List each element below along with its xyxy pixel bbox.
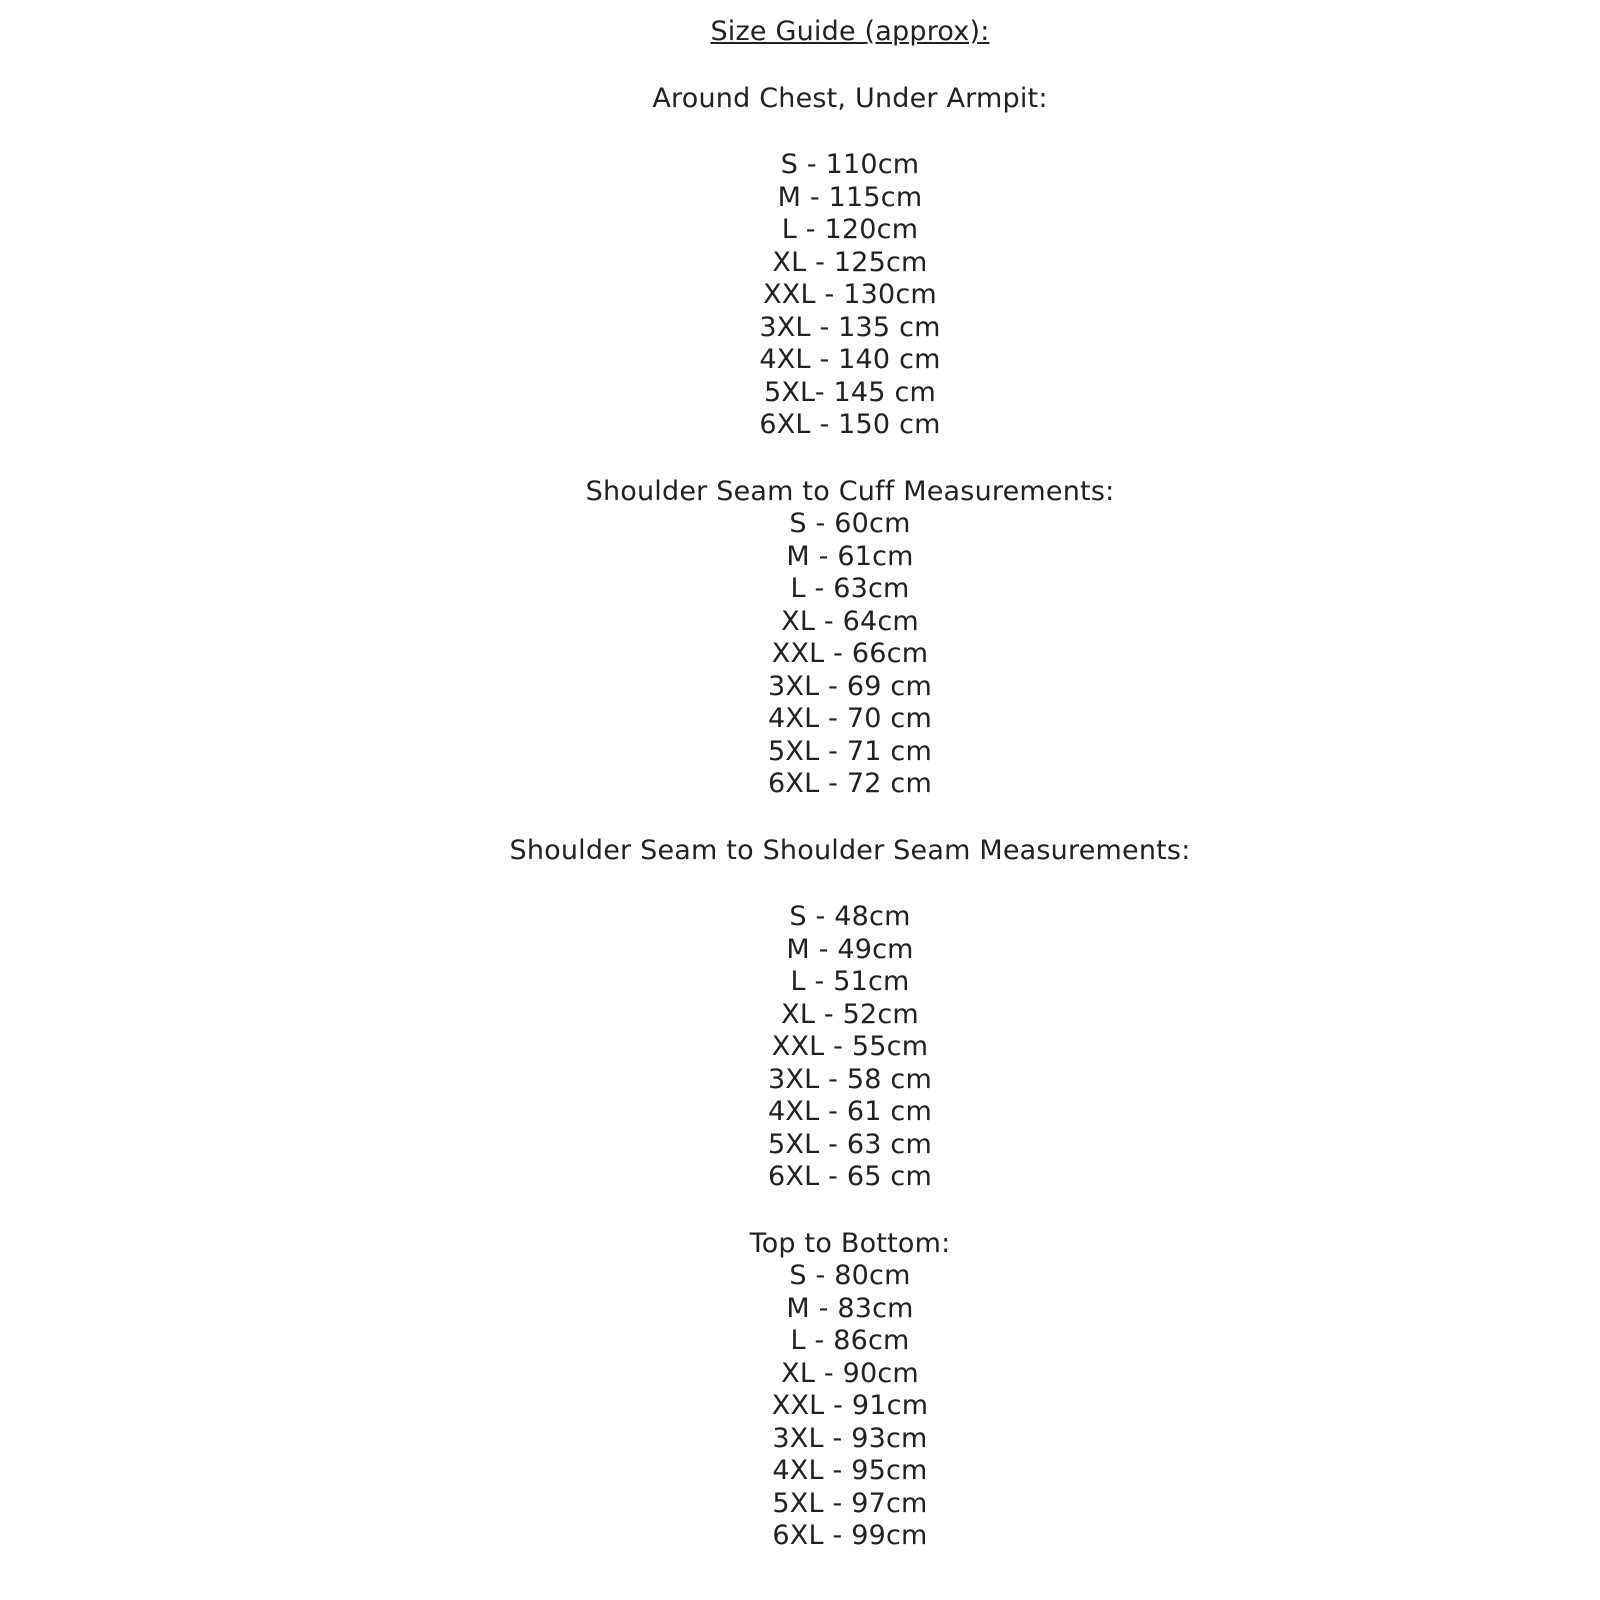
size-line: 3XL - 135 cm	[759, 311, 941, 343]
size-line: XL - 52cm	[781, 998, 919, 1030]
size-line: L - 63cm	[790, 573, 910, 604]
size-line: M - 83cm	[786, 1292, 914, 1324]
size-line: M - 61cm	[786, 540, 914, 572]
size-line: 4XL - 95cm	[772, 1455, 928, 1486]
size-line: M - 49cm	[786, 933, 914, 965]
size-line: L - 86cm	[790, 1325, 910, 1356]
page-title: Size Guide (approx):	[710, 16, 990, 47]
size-line: XL - 125cm	[772, 246, 928, 278]
size-line: 4XL - 61 cm	[768, 1096, 932, 1127]
section-shoulder-to-cuff	[100, 476, 1600, 801]
size-line: 6XL - 150 cm	[759, 409, 941, 440]
size-line: L - 120cm	[781, 214, 919, 245]
size-line: S - 80cm	[789, 1260, 911, 1291]
section-around-chest	[100, 83, 1600, 442]
section-lines-shoulder-to-shoulder	[100, 901, 1600, 1194]
size-line: XL - 90cm	[781, 1357, 919, 1389]
size-line: XXL - 66cm	[771, 638, 929, 669]
size-line: M - 115cm	[777, 181, 923, 213]
size-line: 5XL - 71 cm	[768, 735, 932, 767]
size-line: 3XL - 93cm	[772, 1422, 928, 1454]
size-line: S - 110cm	[780, 149, 920, 180]
section-shoulder-to-shoulder	[100, 835, 1600, 1194]
section-heading-top-to-bottom: Top to Bottom:	[749, 1227, 951, 1259]
size-line: XXL - 91cm	[771, 1390, 929, 1421]
size-line: XL - 64cm	[781, 605, 919, 637]
size-line: 6XL - 99cm	[772, 1520, 928, 1551]
section-lines-around-chest	[100, 149, 1600, 442]
size-line: XXL - 130cm	[763, 279, 937, 310]
section-heading-shoulder-to-shoulder: Shoulder Seam to Shoulder Seam Measurements:	[509, 834, 1191, 866]
size-line: 3XL - 69 cm	[768, 670, 932, 702]
size-line: S - 60cm	[789, 508, 911, 539]
section-lines-top-to-bottom	[100, 1260, 1600, 1553]
size-line: 3XL - 58 cm	[768, 1063, 932, 1095]
size-line: 6XL - 72 cm	[768, 768, 932, 799]
size-line: L - 51cm	[790, 966, 910, 997]
size-line: S - 48cm	[789, 901, 911, 932]
size-line: 4XL - 140 cm	[759, 344, 941, 375]
size-line: XXL - 55cm	[771, 1031, 929, 1062]
section-top-to-bottom	[100, 1228, 1600, 1553]
section-lines-shoulder-to-cuff	[100, 508, 1600, 801]
section-heading-shoulder-to-cuff: Shoulder Seam to Cuff Measurements:	[585, 475, 1115, 507]
size-line: 5XL - 63 cm	[768, 1128, 932, 1160]
section-heading-around-chest: Around Chest, Under Armpit:	[652, 82, 1048, 114]
size-line: 6XL - 65 cm	[768, 1161, 932, 1192]
size-line: 5XL - 97cm	[772, 1487, 928, 1519]
size-line: 4XL - 70 cm	[768, 703, 932, 734]
size-line: 5XL- 145 cm	[763, 376, 937, 408]
